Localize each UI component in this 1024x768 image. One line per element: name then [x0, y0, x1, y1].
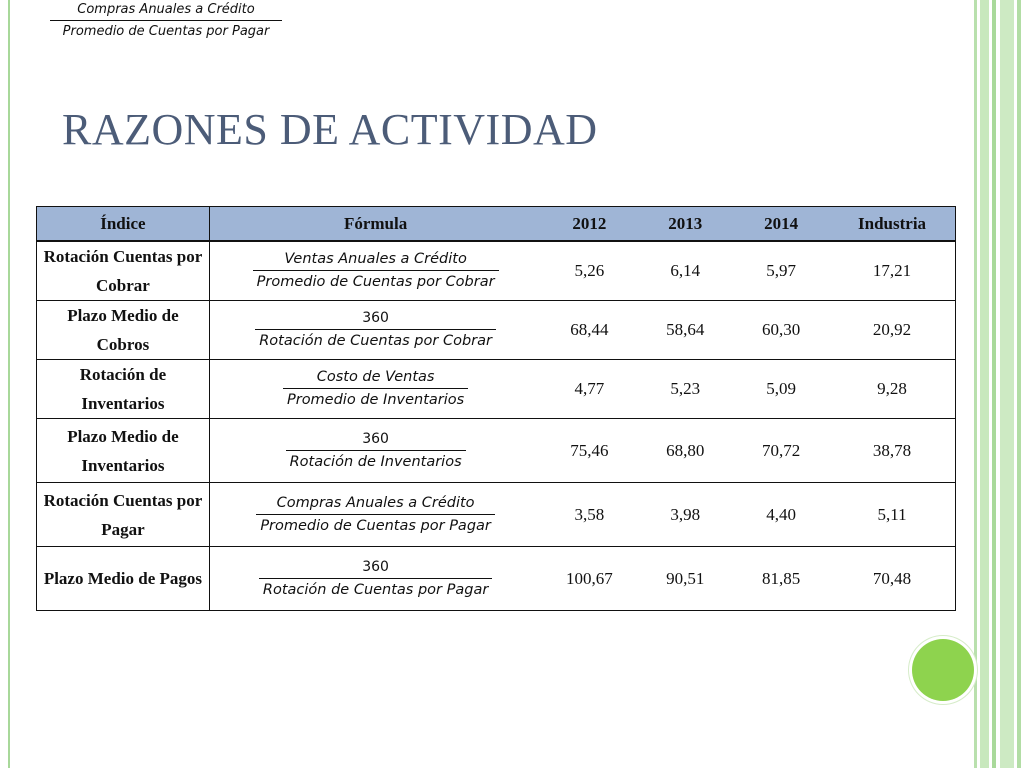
table-row: [37, 360, 956, 419]
row-index-label: Rotación Cuentas por Pagar: [37, 483, 210, 547]
formula-denominator: Promedio de Cuentas por Pagar: [260, 517, 491, 534]
value-2013: 6,14: [637, 241, 733, 301]
value-industria: 70,48: [829, 547, 955, 611]
top-formula-numerator: Compras Anuales a Crédito: [50, 2, 282, 21]
header-industria: Industria: [829, 207, 955, 242]
row-index-label: Plazo Medio de Cobros: [37, 301, 210, 360]
value-2013: 58,64: [637, 301, 733, 360]
value-2014: 5,09: [733, 360, 829, 419]
right-decorative-stripes: [974, 0, 1024, 768]
formula-denominator: Rotación de Cuentas por Pagar: [262, 581, 489, 598]
header-2013: 2013: [637, 207, 733, 242]
value-2014: 4,40: [733, 483, 829, 547]
left-decorative-border: [8, 0, 10, 768]
value-industria: 5,11: [829, 483, 955, 547]
header-indice: Índice: [37, 207, 210, 242]
row-formula: [209, 483, 541, 547]
formula-numerator: Compras Anuales a Crédito: [256, 495, 495, 515]
value-2014: 70,72: [733, 419, 829, 483]
value-2013: 3,98: [637, 483, 733, 547]
row-formula: [209, 419, 541, 483]
row-index-label: Rotación Cuentas por Cobrar: [37, 241, 210, 301]
table-header-row: [37, 207, 956, 242]
table-row: [37, 483, 956, 547]
row-formula: [209, 301, 541, 360]
value-2012: 5,26: [541, 241, 637, 301]
value-2013: 90,51: [637, 547, 733, 611]
table-row: [37, 419, 956, 483]
value-2012: 75,46: [541, 419, 637, 483]
row-index-label: Plazo Medio de Pagos: [37, 547, 210, 611]
row-formula: [209, 360, 541, 419]
formula-denominator: Promedio de Inventarios: [286, 392, 465, 408]
row-formula: [209, 547, 541, 611]
value-2013: 68,80: [637, 419, 733, 483]
value-2014: 5,97: [733, 241, 829, 301]
formula-denominator: Promedio de Cuentas por Cobrar: [256, 274, 495, 290]
value-industria: 9,28: [829, 360, 955, 419]
value-2012: 100,67: [541, 547, 637, 611]
formula-numerator: 360: [259, 559, 492, 579]
table-row: [37, 241, 956, 301]
value-2012: 4,77: [541, 360, 637, 419]
value-2014: 81,85: [733, 547, 829, 611]
header-formula: Fórmula: [209, 207, 541, 242]
value-2012: 68,44: [541, 301, 637, 360]
formula-denominator: Rotación de Cuentas por Cobrar: [259, 333, 492, 349]
row-index-label: Rotación de Inventarios: [37, 360, 210, 419]
value-2012: 3,58: [541, 483, 637, 547]
value-2014: 60,30: [733, 301, 829, 360]
green-circle-decoration: [912, 639, 974, 701]
row-formula: [209, 241, 541, 301]
formula-numerator: 360: [286, 431, 466, 451]
value-industria: 38,78: [829, 419, 955, 483]
ratios-table: [36, 206, 956, 611]
value-industria: 20,92: [829, 301, 955, 360]
slide-title: RAZONES DE ACTIVIDAD: [62, 105, 598, 154]
value-industria: 17,21: [829, 241, 955, 301]
row-index-label: Plazo Medio de Inventarios: [37, 419, 210, 483]
formula-numerator: Ventas Anuales a Crédito: [253, 251, 499, 271]
formula-denominator: Rotación de Inventarios: [289, 453, 462, 470]
top-formula-denominator: Promedio de Cuentas por Pagar: [62, 24, 270, 39]
top-formula-fragment: [46, 2, 286, 39]
table-row: [37, 547, 956, 611]
header-2014: 2014: [733, 207, 829, 242]
table-row: [37, 301, 956, 360]
header-2012: 2012: [541, 207, 637, 242]
value-2013: 5,23: [637, 360, 733, 419]
formula-numerator: Costo de Ventas: [283, 369, 468, 389]
formula-numerator: 360: [255, 310, 496, 330]
